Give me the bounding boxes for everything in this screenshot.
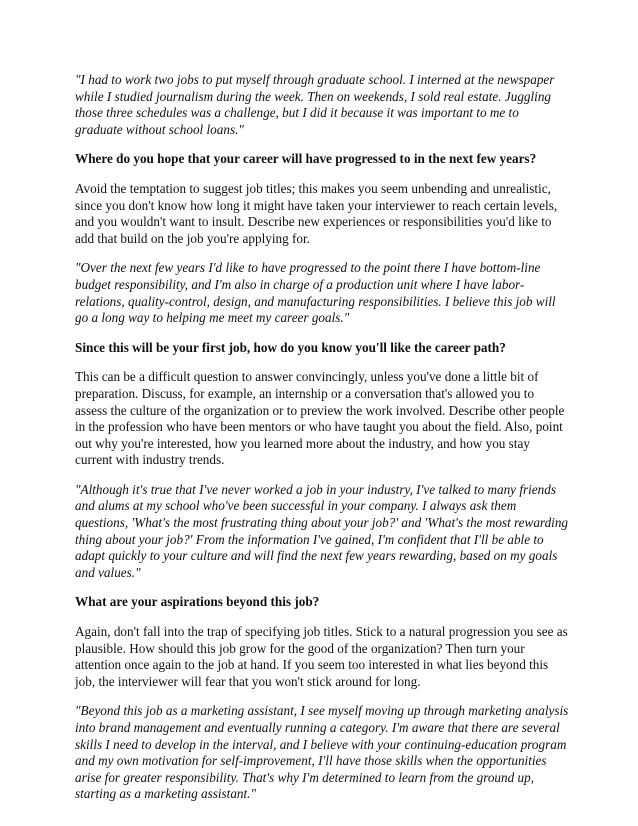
sample-answer-paragraph: "Beyond this job as a marketing assistant, I see myself moving up through marketing analysis into brand management and eventually running a category. I'm aware that there are several skills I need to develop in the interval, and I believe with your continuing-education program and my own motivation for self-improvement, I'll have those skills when the opportunities arise for greater responsibility. That's why I'm determined to learn from the ground up, starting as a marketing assistant." <box>75 703 569 802</box>
advice-paragraph: Again, don't fall into the trap of specifying job titles. Stick to a natural progression you see as plausible. How should this job grow for the good of the organization? Then turn your attention once again to the job at hand. If you seem too interested in what lies beyond this job, the interviewer will fear that you won't stick around for long. <box>75 624 568 689</box>
advice-paragraph: Avoid the temptation to suggest job titles; this makes you seem unbending and unrealistic, since you don't know how long it might have taken your interviewer to reach certain levels, and you wouldn't want to insult. Describe new experiences or responsibilities you'd like to add that build on the job you're applying for. <box>75 180 558 246</box>
sample-answer-paragraph: "Over the next few years I'd like to have progressed to the point there I have bottom-line budget responsibility, and I'm also in charge of a production unit where I have labor-relations, quality-control, design, and manufacturing responsibilities. I believe this job will go a long way to helping me meet my career goals." <box>75 260 556 326</box>
question-heading: Since this will be your first job, how do you know you'll like the career path? <box>75 339 506 355</box>
document-page <box>75 72 569 816</box>
sample-answer-paragraph: "I had to work two jobs to put myself through graduate school. I interned at the newspaper while I studied journalism during the week. Then on weekends, I sold real estate. Juggling those three schedules was a challenge, but I did it because it was important to me to graduate without school loans." <box>75 72 555 137</box>
question-heading: What are your aspirations beyond this job? <box>75 594 320 610</box>
question-heading: Where do you hope that your career will have progressed to in the next few years? <box>75 151 537 167</box>
sample-answer-paragraph: "Although it's true that I've never worked a job in your industry, I've talked to many friends and alums at my school who've been successful in your company. I always ask them questions, 'What's the most frustrating thing about your job?' and 'What's the most rewarding thing about your job?' From the information I've gained, I'm confident that I'll be able to adapt quickly to your culture and will find the next few years rewarding, based on my goals and values." <box>75 481 569 580</box>
advice-paragraph: This can be a difficult question to answer convincingly, unless you've done a little bit of preparation. Discuss, for example, an internship or a conversation that's allowed you to assess the culture of the organization or to preview the work involved. Describe other people in the profession who have been mentors or who have taught you about the field. Also, point out why you're interested, how you learned more about the industry, and how you stay current with industry trends. <box>75 369 565 468</box>
